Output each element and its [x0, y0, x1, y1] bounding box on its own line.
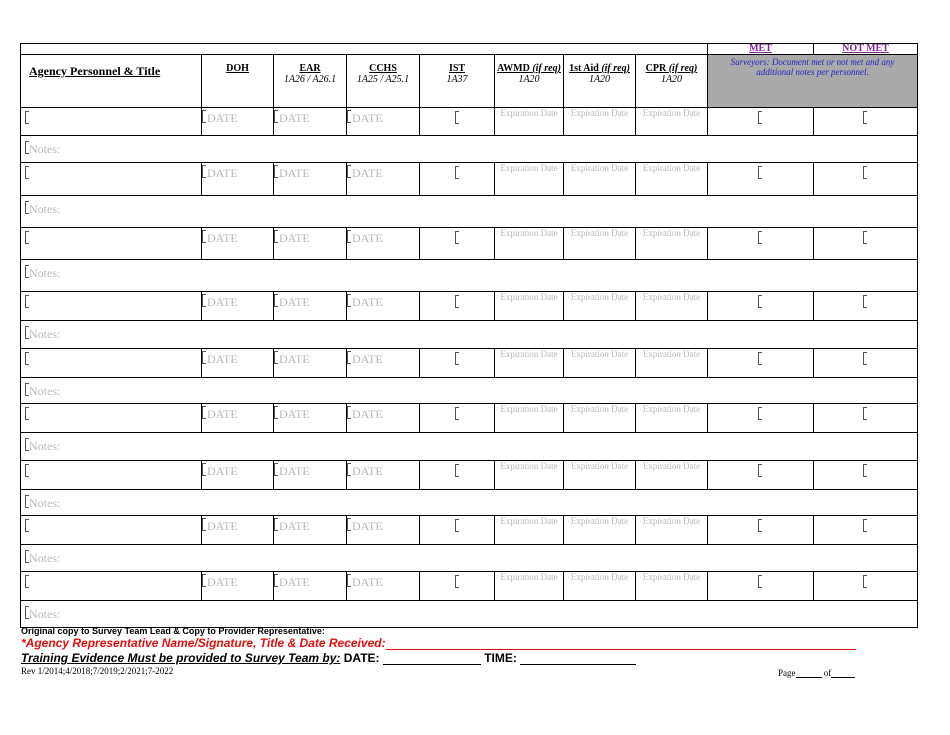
agency-rep-label: *Agency Representative Name/Signature, Title & Date Received:	[21, 636, 386, 650]
first-aid-expiration-field[interactable]: Expiration Date	[564, 572, 636, 601]
ear-date-field[interactable]: DATE	[274, 292, 347, 321]
ist-field[interactable]	[420, 461, 495, 490]
notes-field[interactable]: Notes:	[21, 433, 918, 461]
personnel-name-field[interactable]	[21, 404, 202, 433]
not-met-checkbox[interactable]	[814, 163, 918, 196]
not-met-checkbox[interactable]	[814, 292, 918, 321]
evidence-time-field[interactable]	[520, 653, 636, 665]
met-checkbox[interactable]	[708, 516, 814, 545]
ear-date-field[interactable]: DATE	[274, 349, 347, 378]
notes-field[interactable]: Notes:	[21, 545, 918, 572]
agency-rep-line	[21, 636, 856, 650]
notes-row	[21, 545, 918, 572]
ear-date-field[interactable]: DATE	[274, 163, 347, 196]
cchs-date-field[interactable]: DATE	[347, 228, 420, 260]
awmd-expiration-field[interactable]: Expiration Date	[495, 461, 564, 490]
ist-field[interactable]	[420, 572, 495, 601]
met-checkbox[interactable]	[708, 572, 814, 601]
notes-field[interactable]: Notes:	[21, 601, 918, 628]
personnel-training-table	[20, 43, 918, 628]
notes-field[interactable]: Notes:	[21, 136, 918, 163]
personnel-row	[21, 349, 918, 378]
cchs-date-field[interactable]: DATE	[347, 461, 420, 490]
ist-field[interactable]	[420, 292, 495, 321]
evidence-date-field[interactable]	[383, 653, 481, 665]
cpr-expiration-field[interactable]: Expiration Date	[636, 349, 708, 378]
notes-row	[21, 321, 918, 349]
cpr-expiration-field[interactable]: Expiration Date	[636, 516, 708, 545]
notes-row	[21, 378, 918, 404]
first-aid-expiration-field[interactable]: Expiration Date	[564, 516, 636, 545]
notes-row	[21, 601, 918, 628]
cchs-header: CCHS 1A25 / A25.1	[347, 55, 420, 108]
date-label: DATE:	[343, 651, 380, 665]
notes-row	[21, 490, 918, 516]
personnel-row	[21, 461, 918, 490]
personnel-row	[21, 404, 918, 433]
personnel-row	[21, 108, 918, 136]
not-met-checkbox[interactable]	[814, 572, 918, 601]
personnel-name-field[interactable]	[21, 163, 202, 196]
time-label: TIME:	[484, 651, 517, 665]
ist-field[interactable]	[420, 404, 495, 433]
met-checkbox[interactable]	[708, 108, 814, 136]
cchs-date-field[interactable]: DATE	[347, 163, 420, 196]
total-pages-field[interactable]	[831, 666, 855, 678]
personnel-row	[21, 572, 918, 601]
cchs-date-field[interactable]: DATE	[347, 292, 420, 321]
ist-field[interactable]	[420, 163, 495, 196]
revision-text: Rev 1/2014;4/2018;7/2019;2/2021;7-2022	[21, 666, 174, 676]
cchs-date-field[interactable]: DATE	[347, 516, 420, 545]
notes-field[interactable]: Notes:	[21, 321, 918, 349]
doh-date-field[interactable]: DATE	[202, 292, 274, 321]
of-label: of	[823, 668, 832, 678]
first-aid-header: 1st Aid (if req) 1A20	[564, 55, 636, 108]
awmd-expiration-field[interactable]: Expiration Date	[495, 163, 564, 196]
page-number	[778, 666, 855, 678]
not-met-checkbox[interactable]	[814, 108, 918, 136]
notes-row	[21, 136, 918, 163]
met-checkbox[interactable]	[708, 292, 814, 321]
notes-row	[21, 196, 918, 228]
cpr-expiration-field[interactable]: Expiration Date	[636, 461, 708, 490]
met-checkbox[interactable]	[708, 163, 814, 196]
ear-date-field[interactable]: DATE	[274, 516, 347, 545]
personnel-row	[21, 228, 918, 260]
ist-field[interactable]	[420, 516, 495, 545]
awmd-expiration-field[interactable]: Expiration Date	[495, 228, 564, 260]
notes-row	[21, 260, 918, 292]
doh-date-field[interactable]: DATE	[202, 163, 274, 196]
doh-date-field[interactable]: DATE	[202, 516, 274, 545]
awmd-expiration-field[interactable]: Expiration Date	[495, 516, 564, 545]
ist-field[interactable]	[420, 349, 495, 378]
training-evidence-label: Training Evidence Must be provided to Survey Team by:	[21, 651, 341, 665]
awmd-expiration-field[interactable]: Expiration Date	[495, 404, 564, 433]
ear-header: EAR 1A26 / A26.1	[274, 55, 347, 108]
cchs-date-field[interactable]: DATE	[347, 108, 420, 136]
not-met-checkbox[interactable]	[814, 516, 918, 545]
awmd-expiration-field[interactable]: Expiration Date	[495, 108, 564, 136]
personnel-name-field[interactable]	[21, 461, 202, 490]
met-checkbox[interactable]	[708, 349, 814, 378]
personnel-row	[21, 292, 918, 321]
not-met-checkbox[interactable]	[814, 461, 918, 490]
personnel-name-field[interactable]	[21, 349, 202, 378]
first-aid-expiration-field[interactable]: Expiration Date	[564, 349, 636, 378]
not-met-checkbox[interactable]	[814, 404, 918, 433]
cchs-date-field[interactable]: DATE	[347, 572, 420, 601]
not-met-header: NOT MET	[814, 44, 918, 55]
doh-date-field[interactable]: DATE	[202, 572, 274, 601]
personnel-row	[21, 163, 918, 196]
cchs-date-field[interactable]: DATE	[347, 404, 420, 433]
awmd-header: AWMD (if req) 1A20	[495, 55, 564, 108]
awmd-expiration-field[interactable]: Expiration Date	[495, 572, 564, 601]
first-aid-expiration-field[interactable]: Expiration Date	[564, 461, 636, 490]
not-met-checkbox[interactable]	[814, 228, 918, 260]
cpr-expiration-field[interactable]: Expiration Date	[636, 404, 708, 433]
cpr-header: CPR (if req) 1A20	[636, 55, 708, 108]
met-checkbox[interactable]	[708, 228, 814, 260]
awmd-expiration-field[interactable]: Expiration Date	[495, 292, 564, 321]
notes-field[interactable]: Notes:	[21, 490, 918, 516]
personnel-name-field[interactable]	[21, 516, 202, 545]
ist-field[interactable]	[420, 108, 495, 136]
notes-field[interactable]: Notes:	[21, 196, 918, 228]
header-spacer	[21, 44, 708, 55]
first-aid-expiration-field[interactable]: Expiration Date	[564, 108, 636, 136]
cpr-expiration-field[interactable]: Expiration Date	[636, 163, 708, 196]
agency-rep-field[interactable]	[386, 637, 856, 650]
cpr-expiration-field[interactable]: Expiration Date	[636, 572, 708, 601]
first-aid-expiration-field[interactable]: Expiration Date	[564, 292, 636, 321]
doh-header: DOH	[202, 55, 274, 108]
surveyor-note: Surveyors: Document met or not met and any additional notes per personnel.	[708, 55, 918, 108]
notes-row	[21, 433, 918, 461]
training-evidence-line	[21, 651, 636, 665]
doh-date-field[interactable]: DATE	[202, 404, 274, 433]
cpr-expiration-field[interactable]: Expiration Date	[636, 292, 708, 321]
ear-date-field[interactable]: DATE	[274, 572, 347, 601]
doh-date-field[interactable]: DATE	[202, 108, 274, 136]
ear-date-field[interactable]: DATE	[274, 228, 347, 260]
first-aid-expiration-field[interactable]: Expiration Date	[564, 163, 636, 196]
ist-field[interactable]	[420, 228, 495, 260]
notes-field[interactable]: Notes:	[21, 260, 918, 292]
awmd-expiration-field[interactable]: Expiration Date	[495, 349, 564, 378]
ist-header: IST 1A37	[420, 55, 495, 108]
doh-date-field[interactable]: DATE	[202, 349, 274, 378]
ear-date-field[interactable]: DATE	[274, 108, 347, 136]
first-aid-expiration-field[interactable]: Expiration Date	[564, 228, 636, 260]
cchs-date-field[interactable]: DATE	[347, 349, 420, 378]
not-met-checkbox[interactable]	[814, 349, 918, 378]
first-aid-expiration-field[interactable]: Expiration Date	[564, 404, 636, 433]
doh-date-field[interactable]: DATE	[202, 228, 274, 260]
personnel-name-field[interactable]	[21, 108, 202, 136]
notes-field[interactable]: Notes:	[21, 378, 918, 404]
cpr-expiration-field[interactable]: Expiration Date	[636, 108, 708, 136]
personnel-name-field[interactable]	[21, 292, 202, 321]
doh-date-field[interactable]: DATE	[202, 461, 274, 490]
personnel-row	[21, 516, 918, 545]
original-copy-text: Original copy to Survey Team Lead & Copy to Provider Representative:	[21, 626, 325, 636]
ear-date-field[interactable]: DATE	[274, 404, 347, 433]
cpr-expiration-field[interactable]: Expiration Date	[636, 228, 708, 260]
page-field[interactable]	[796, 666, 822, 678]
met-checkbox[interactable]	[708, 404, 814, 433]
personnel-name-field[interactable]	[21, 228, 202, 260]
met-header: MET	[708, 44, 814, 55]
met-checkbox[interactable]	[708, 461, 814, 490]
personnel-header: Agency Personnel & Title	[21, 55, 202, 108]
personnel-name-field[interactable]	[21, 572, 202, 601]
page-label: Page	[778, 668, 796, 678]
ear-date-field[interactable]: DATE	[274, 461, 347, 490]
